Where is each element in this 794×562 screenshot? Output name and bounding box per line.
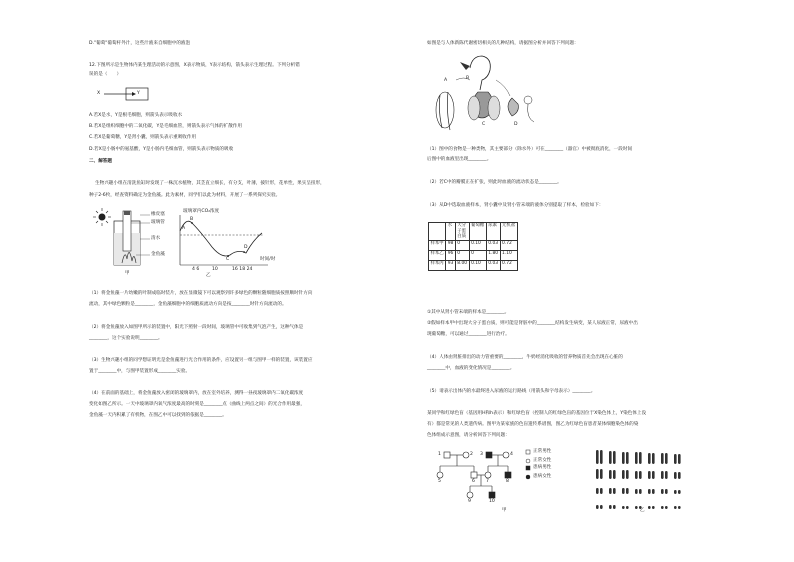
right-intro: 如图是与人体新陈代谢密切相关的几种结构，请据图分析并回答下列问题： [427, 41, 579, 46]
table-header [429, 223, 446, 241]
chromosome [635, 471, 638, 479]
table-cell: 样本乙 [429, 250, 446, 260]
section-heading: 二、解答题 [89, 159, 112, 164]
chromosome [635, 506, 638, 509]
table-header: 尿素 [486, 223, 500, 241]
right-q1-line-1: （1）图中的食物是一种类物，其主要部分（除水外）可在________（器官）中被彻底消化，一段时间 [427, 147, 633, 152]
pedigree-affected-male [489, 492, 495, 498]
table-cell: 1.10 [500, 250, 517, 260]
body-systems-svg [430, 50, 560, 142]
table-cell: 1.80 [486, 250, 500, 260]
chromosome [626, 452, 629, 464]
table-cell: 8.00 [455, 260, 469, 270]
question-12-stem: 12.下图所示是生物体内某生理活动的示意图，X表示物质，Y表示结构，箭头表示生理过程。下列分析错 [89, 63, 300, 68]
table-cell: 0 [469, 250, 486, 260]
chromosome [613, 505, 616, 509]
pedigree-figure [430, 446, 580, 514]
right-q4-line-2: ________中，血液的变化情况是________。 [427, 366, 515, 371]
chromosome [596, 450, 599, 464]
option-b: B.若X是组织细胞中的二氧化碳，Y是毛细血管，则箭头表示气体的扩散作用 [89, 124, 242, 129]
chromosome [609, 470, 612, 479]
question-3-line-2: 置于________中，与图甲装置形成________实验。 [89, 369, 191, 374]
question-1-line-1: （1）将金鱼藻一片幼嫩的叶制成临时装片，放在显微镜下可以观察到许多绿色的颗粒随细胞质按照顺时针方向 [89, 291, 313, 296]
chromosome [600, 505, 603, 509]
chromosome [665, 489, 668, 494]
table-cell: 96 [446, 250, 456, 260]
right-q4-line-1: （4）人体由肾脏排出的动力管重要的________，牛奶经消化吸收的营养物质首先会出现在心脏的 [427, 355, 623, 360]
co2-chart [172, 209, 280, 279]
pedigree-num: 2 [470, 452, 473, 457]
chromosome [661, 506, 664, 509]
chromosome [652, 506, 655, 509]
chromosome [678, 472, 681, 479]
right-q3-sub-3: 现葡萄糖，可以通过________进行治疗。 [427, 332, 510, 337]
nephron [524, 96, 532, 104]
intro-line-1: 生物兴趣小组在清洗鱼缸时发现了一株沉水植物，其茎直立细长，有分支，叶薄，披针形，花单性，果实呈扭形， [95, 181, 325, 186]
pedigree-num: 4 [510, 452, 513, 457]
fig-label-c: C [482, 122, 486, 127]
option-c: C.若X是葡萄糖，Y是肾小囊，则箭头表示重吸收作用 [89, 135, 197, 140]
chromosome [609, 488, 612, 494]
label-hornwort: 金鱼藻 [151, 252, 165, 257]
chromosome [665, 471, 668, 479]
figure-jia-label: 甲 [125, 271, 130, 276]
lung-right [488, 96, 500, 120]
test-tube [123, 211, 131, 251]
question-2-line-1: （2）将金鱼藻放入如图甲所示的装置中，阳光下照射一段时间，玻璃管中可收集到气泡产生，这种气体是 [89, 325, 304, 330]
sample-table [428, 222, 518, 271]
chromosome [639, 471, 642, 479]
table-header: 大分子蛋白质 [455, 223, 469, 241]
chromosome [648, 453, 651, 464]
table-cell: 0.03 [486, 260, 500, 270]
table-row [429, 250, 518, 260]
pedigree-num: 9 [468, 499, 471, 504]
diagram-y-label: Y [137, 91, 140, 96]
point-a: A [182, 226, 186, 231]
figure-yi-label: 乙 [206, 273, 211, 278]
figure-yi-label: 乙 [640, 508, 645, 513]
chromosome [596, 505, 599, 509]
chromosome [678, 506, 681, 509]
table-cell: 0 [455, 240, 469, 250]
pedigree-num: 3 [480, 452, 483, 457]
chromosome [609, 505, 612, 509]
pedigree-svg [430, 446, 580, 514]
chromosome [661, 471, 664, 479]
table-header-row [429, 223, 518, 241]
karyotype-figure [592, 446, 692, 514]
diagram-x-label: X [97, 91, 101, 96]
legend-normal-male-icon [526, 450, 530, 454]
chromosome [626, 470, 629, 479]
question-4-line-1: （4）在前面的基础上，将金鱼藻放入密闭的玻璃罩内，放在室外培养，测得一昼夜玻璃罩内二氧化碳浓度 [89, 391, 304, 396]
table-cell: 0.72 [500, 260, 517, 270]
chromosome [613, 488, 616, 494]
chromosome [674, 506, 677, 509]
chromosome [678, 490, 681, 494]
fig-label-b: B [466, 76, 470, 81]
chromosome [622, 470, 625, 479]
lung-left [468, 96, 480, 120]
label-stopper: 橡皮塞 [151, 212, 165, 217]
pedigree-num: 10 [489, 499, 495, 504]
legend-affected-male-icon [526, 466, 530, 470]
co2-curve [180, 221, 262, 256]
x-y-diagram [96, 86, 156, 102]
pedigree-num: 7 [486, 479, 489, 484]
label-glass-tube: 玻璃管 [151, 220, 165, 225]
line-d: D."葡萄"葡萄杆外汁，这些汁液来自细胞中的液泡 [89, 41, 191, 46]
chromosome [639, 489, 642, 494]
genetics-paragraph-3: 色体组成示意图，请分析回答下列问题： [427, 433, 510, 438]
chromosome [635, 489, 638, 494]
arrow-head [132, 92, 136, 96]
figure-jia-label: 甲 [502, 508, 507, 513]
table-cell: 0.03 [486, 240, 500, 250]
head-outline [470, 56, 490, 90]
body-systems-figure [430, 50, 560, 142]
tick-16: 16 18 24 [232, 267, 253, 272]
table-cell: 98 [446, 240, 456, 250]
table-cell: 0.72 [500, 240, 517, 250]
right-q5: （5）请表示出体内的水最终进入尿液的运行路线（用箭头和字母表示）________。 [427, 389, 596, 394]
chromosome [674, 454, 677, 464]
chromosome [665, 453, 668, 464]
pedigree-female [437, 472, 443, 478]
table-row [429, 240, 518, 250]
legend-normal-female-icon [526, 459, 530, 463]
chromosome [622, 488, 625, 494]
table-cell: 0.10 [469, 240, 486, 250]
pedigree-num: 8 [506, 479, 509, 484]
chromosome [674, 472, 677, 479]
chromosome [613, 470, 616, 479]
chromosome [648, 506, 651, 509]
chromosome [609, 451, 612, 464]
tick-10: 10 [212, 267, 218, 272]
legend-affected-female-icon [526, 475, 530, 479]
chromosome [622, 506, 625, 509]
chromosome [600, 450, 603, 464]
genetics-paragraph-2: 有）都是常见的人类遗传病。图甲为某家族的色盲遗传系谱图，图乙为红绿色盲患者某体细胞染色体的染 [427, 422, 639, 427]
right-q3-sub-2: ②假如样本甲中出现大分子蛋白质，则可能是肾脏中的________结构发生病变，某人尿液正常，尿液中出 [427, 321, 638, 326]
fig-label-a: A [444, 78, 448, 83]
table-row [429, 260, 518, 270]
question-4-line-2: 变化如图乙所示。一天中玻璃罩内氧气浓度最高的时刻是________点（曲线上两点之间）的光合作用最强， [89, 402, 305, 407]
pedigree-num: 1 [438, 452, 441, 457]
point-d: D [244, 245, 248, 250]
table-cell: 93 [446, 260, 456, 270]
option-d: D.若X是小肠中的氨基酸，Y是小肠内毛细血管，则箭头表示物质的吸收 [89, 147, 234, 152]
genetics-paragraph-1: 某同学和红绿色盲（基因用H和h表示）和红绿色盲（控制人的红绿色盲的基因位于X染色体上，Y染色体上没 [427, 411, 647, 416]
x-y-diagram-svg [96, 86, 156, 102]
chromosome [648, 489, 651, 494]
pedigree-male [444, 452, 450, 458]
table-header: 葡萄糖 [469, 223, 486, 241]
chromosome [626, 488, 629, 494]
option-a: A.若X是水，Y是根毛细胞，则箭头表示吸收水 [89, 113, 183, 118]
intestine-outline [439, 92, 450, 130]
pedigree-num: 5 [438, 479, 441, 484]
chart-x-label: 时间/时 [260, 257, 276, 262]
intro-line-2: 种子2-6枚，经查资料确定为金鱼藻。此为素材，同学们以此为材料，开展了一系列探究实验。 [89, 193, 281, 198]
chromosome [665, 506, 668, 509]
chromosome [635, 452, 638, 464]
legend-affected-female: 患病女性 [533, 474, 552, 479]
point-b: B [190, 217, 194, 222]
table-header: 无机盐 [500, 223, 517, 241]
chromosome [622, 452, 625, 464]
chromosome [600, 469, 603, 479]
kidney [508, 98, 518, 116]
legend-normal-female: 正常女性 [533, 458, 552, 463]
digestive-tract [436, 92, 454, 128]
right-q3: （3）从D中选取血液样本，肾小囊中及肾小管末端的液体分别提取了样本，检验如下： [427, 203, 604, 208]
chromosome [639, 452, 642, 464]
chromosome [596, 488, 599, 494]
legend-affected-male: 患病男性 [533, 465, 552, 470]
table-cell: 样本丙 [429, 260, 446, 270]
chromosome [661, 453, 664, 464]
chromosome [678, 454, 681, 464]
pedigree-affected-male [505, 472, 511, 478]
food-icon [460, 62, 470, 70]
chromosome [626, 506, 629, 509]
question-12-stem-2: 误的是（ ） [89, 72, 122, 77]
table-header: 水 [446, 223, 456, 241]
point-c: C [226, 257, 230, 262]
question-2-line-2: ________，这个实验说明________。 [89, 336, 163, 341]
apparatus-figure [92, 205, 172, 279]
pedigree-male [471, 472, 477, 478]
question-3-line-1: （3）生物兴趣小组的同学想证明光是金鱼藻进行光合作用的条件，应设置另一组与图甲一样的装置，该装置应 [89, 358, 313, 363]
right-q3-sub-1: ①其中从肾小管末端的样本是________。 [427, 310, 510, 315]
right-q1-line-2: 后图中的血液里出现________。 [427, 157, 492, 162]
chromosome [596, 469, 599, 479]
chromosome [648, 471, 651, 479]
pedigree-female [485, 472, 491, 478]
table-cell: 0 [455, 250, 469, 260]
table-cell: 样本甲 [429, 240, 446, 250]
question-1-line-2: 流动，其中绿色颗粒是________，金鱼藻细胞中的细胞质流动方向是按________时针方向流动的。 [89, 302, 287, 307]
tick-4: 4 6 [192, 267, 200, 272]
pedigree-affected-male [486, 452, 492, 458]
fig-label-d: D [514, 122, 518, 127]
chromosome [661, 489, 664, 494]
chromosome [652, 489, 655, 494]
question-4-line-3: 金鱼藻一天内积累了有机物，在图乙中可以找到的依据是________。 [89, 413, 227, 418]
chart-y-label: 玻璃罩内CO₂浓度 [183, 209, 220, 214]
chromosome [652, 471, 655, 479]
chromosome [600, 488, 603, 494]
right-q2: （2）若C中的瓣膜正在扩张，则此时血液的流动状态是________。 [427, 180, 562, 185]
rubber-stopper [124, 211, 130, 215]
legend-normal-male: 正常男性 [533, 449, 552, 454]
label-water: 清水 [151, 236, 161, 241]
sun-icon [99, 214, 106, 221]
karyotype-svg [592, 446, 692, 514]
pedigree-female [503, 452, 509, 458]
co2-chart-svg [172, 209, 280, 279]
table-cell: 0.10 [469, 260, 486, 270]
chromosome [652, 453, 655, 464]
pedigree-female [463, 452, 469, 458]
pedigree-num: 6 [472, 479, 475, 484]
pedigree-female [467, 492, 473, 498]
chromosome [613, 451, 616, 464]
chromosome [674, 490, 677, 494]
